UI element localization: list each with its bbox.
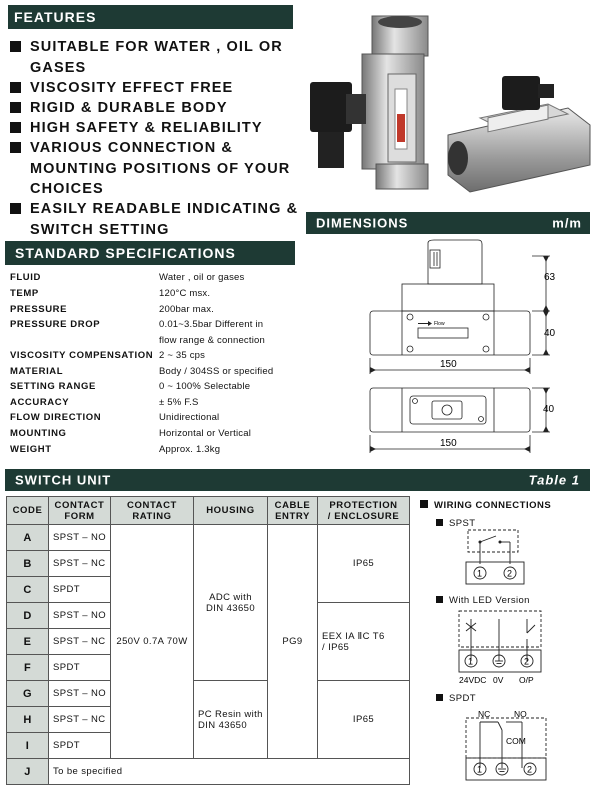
code-cell: H [7, 707, 49, 733]
form-cell: SPST – NC [49, 551, 111, 577]
feature-text: GASES [30, 59, 87, 76]
spec-label: PRESSURE [10, 304, 68, 315]
bullet-square-icon [10, 142, 21, 153]
spec-value: 200bar max. [159, 304, 215, 315]
features-title: FEATURES [14, 9, 97, 25]
bullet-square-icon [10, 102, 21, 113]
product-photo-horizontal [440, 70, 595, 200]
form-cell: SPST – NC [49, 629, 111, 655]
form-cell: SPDT [49, 733, 111, 759]
feature-item [10, 37, 283, 78]
bullet-square-icon [420, 500, 428, 508]
form-cell: SPST – NO [49, 681, 111, 707]
feature-text: RIGID & DURABLE BODY [30, 100, 228, 116]
dim-63: 63 [544, 272, 556, 283]
code-cell: C [7, 577, 49, 603]
bullet-square-icon [10, 122, 21, 133]
spec-label: TEMP [10, 288, 39, 299]
code-cell: A [7, 525, 49, 551]
dimensions-title: DIMENSIONS [316, 215, 409, 231]
code-cell: D [7, 603, 49, 629]
header-contact-rating: CONTACT RATING [111, 497, 194, 525]
spec-label: PRESSURE DROP [10, 319, 101, 330]
standard-specs-title: STANDARD SPECIFICATIONS [15, 245, 236, 261]
dim-150-top: 150 [440, 438, 457, 449]
spec-label: FLOW DIRECTION [10, 412, 102, 423]
terminal-2: 2 [524, 656, 530, 667]
led-label: With LED Version [436, 595, 530, 606]
form-cell: SPST – NO [49, 525, 111, 551]
feature-text: VARIOUS CONNECTION & [30, 140, 233, 156]
bullet-square-icon [436, 694, 443, 701]
table-row [7, 681, 410, 707]
header-contact-form: CONTACT FORM [49, 497, 111, 525]
to-be-specified-cell: To be specified [49, 759, 410, 785]
switch-unit-title: SWITCH UNIT [15, 472, 112, 488]
flow-label: Flow [434, 321, 445, 327]
protection-cell: IP65 [318, 525, 410, 603]
spec-label: FLUID [10, 272, 41, 283]
spec-label: MATERIAL [10, 366, 64, 377]
features-header [8, 5, 293, 29]
dimensions-unit: m/m [552, 215, 582, 231]
header-cable-entry: CABLE ENTRY [268, 497, 318, 525]
table-label: Table 1 [528, 472, 580, 488]
label-op: O/P [519, 675, 534, 685]
terminal-1: 1 [477, 568, 483, 579]
dimensions-header [306, 212, 590, 234]
spst-label: SPST [436, 518, 475, 529]
table-row [7, 525, 410, 551]
spec-value: 0.01~3.5bar Different in [159, 319, 264, 330]
bullet-square-icon [10, 203, 21, 214]
label-com: COM [506, 736, 526, 746]
form-cell: SPST – NO [49, 603, 111, 629]
spec-value: Water , oil or gases [159, 272, 245, 283]
spec-label: MOUNTING [10, 428, 67, 439]
header-housing: HOUSING [194, 497, 268, 525]
spec-value: Horizontal or Vertical [159, 428, 252, 439]
spec-label: SETTING RANGE [10, 381, 96, 392]
cable-entry-cell: PG9 [268, 525, 318, 759]
bullet-square-icon [436, 596, 443, 603]
spec-label: ACCURACY [10, 397, 70, 408]
feature-text: VISCOSITY EFFECT FREE [30, 80, 234, 96]
spec-value: Approx. 1.3kg [159, 444, 221, 455]
dim-150-front: 150 [440, 359, 457, 370]
code-cell: E [7, 629, 49, 655]
spec-label: VISCOSITY COMPENSATION [10, 350, 154, 361]
feature-text: SUITABLE FOR WATER , OIL OR [30, 39, 283, 55]
terminal-1: 1 [468, 656, 474, 667]
standard-specs-header [5, 241, 295, 265]
dim-40-front: 40 [544, 328, 556, 339]
spec-value: 0 ~ 100% Selectable [159, 381, 251, 392]
bullet-square-icon [10, 41, 21, 52]
bullet-square-icon [436, 519, 443, 526]
led-wiring-diagram [455, 605, 545, 687]
feature-item [10, 138, 290, 200]
code-cell: G [7, 681, 49, 707]
dim-40-top: 40 [543, 404, 555, 415]
product-photo-vertical [300, 14, 450, 194]
bullet-square-icon [10, 82, 21, 93]
header-code: CODE [7, 497, 49, 525]
code-cell: J [7, 759, 49, 785]
switch-unit-table [6, 496, 410, 785]
spec-label: WEIGHT [10, 444, 52, 455]
feature-text: SWITCH SETTING [30, 221, 170, 238]
label-nc: NC [478, 709, 491, 719]
terminal-2: 2 [507, 568, 513, 579]
spec-value: 120°C msx. [159, 288, 211, 299]
terminal-2: 2 [527, 764, 533, 775]
spec-value: Body / 304SS or specified [159, 366, 274, 377]
spec-value: 2 ~ 35 cps [159, 350, 206, 361]
rating-cell: 250V 0.7A 70W [111, 525, 194, 759]
housing-pc-cell: PC Resin with DIN 43650 [194, 681, 268, 759]
feature-item [10, 118, 263, 139]
form-cell: SPDT [49, 577, 111, 603]
feature-text: CHOICES [30, 181, 104, 197]
feature-item [10, 78, 233, 99]
wiring-title: WIRING CONNECTIONS [420, 500, 551, 511]
feature-text: HIGH SAFETY & RELIABILITY [30, 120, 263, 136]
table-header-row [7, 497, 410, 525]
spdt-wiring-diagram [462, 708, 552, 786]
switch-unit-header [5, 469, 590, 491]
code-cell: I [7, 733, 49, 759]
form-cell: SPST – NC [49, 707, 111, 733]
dimension-drawing [360, 238, 560, 460]
housing-adc-cell: ADC with DIN 43650 [194, 525, 268, 681]
form-cell: SPDT [49, 655, 111, 681]
spec-value: flow range & connection [159, 335, 265, 346]
label-24vdc: 24VDC [459, 675, 487, 685]
feature-text: EASILY READABLE INDICATING & [30, 201, 299, 217]
protection-cell: IP65 [318, 681, 410, 759]
spst-wiring-diagram [460, 528, 530, 588]
code-cell: F [7, 655, 49, 681]
feature-item [10, 199, 298, 240]
header-protection: PROTECTION / ENCLOSURE [318, 497, 410, 525]
spec-value: ± 5% F.S [159, 397, 199, 408]
label-0v: 0V [493, 675, 504, 685]
table-row [7, 759, 410, 785]
terminal-1: 1 [477, 764, 483, 775]
feature-item [10, 98, 228, 119]
feature-text: MOUNTING POSITIONS OF YOUR [30, 160, 291, 177]
label-no: NO [514, 709, 527, 719]
spec-value: Unidirectional [159, 412, 220, 423]
code-cell: B [7, 551, 49, 577]
spdt-label: SPDT [436, 693, 476, 704]
protection-cell: EEX IA ⅡC T6 / IP65 [318, 603, 410, 681]
